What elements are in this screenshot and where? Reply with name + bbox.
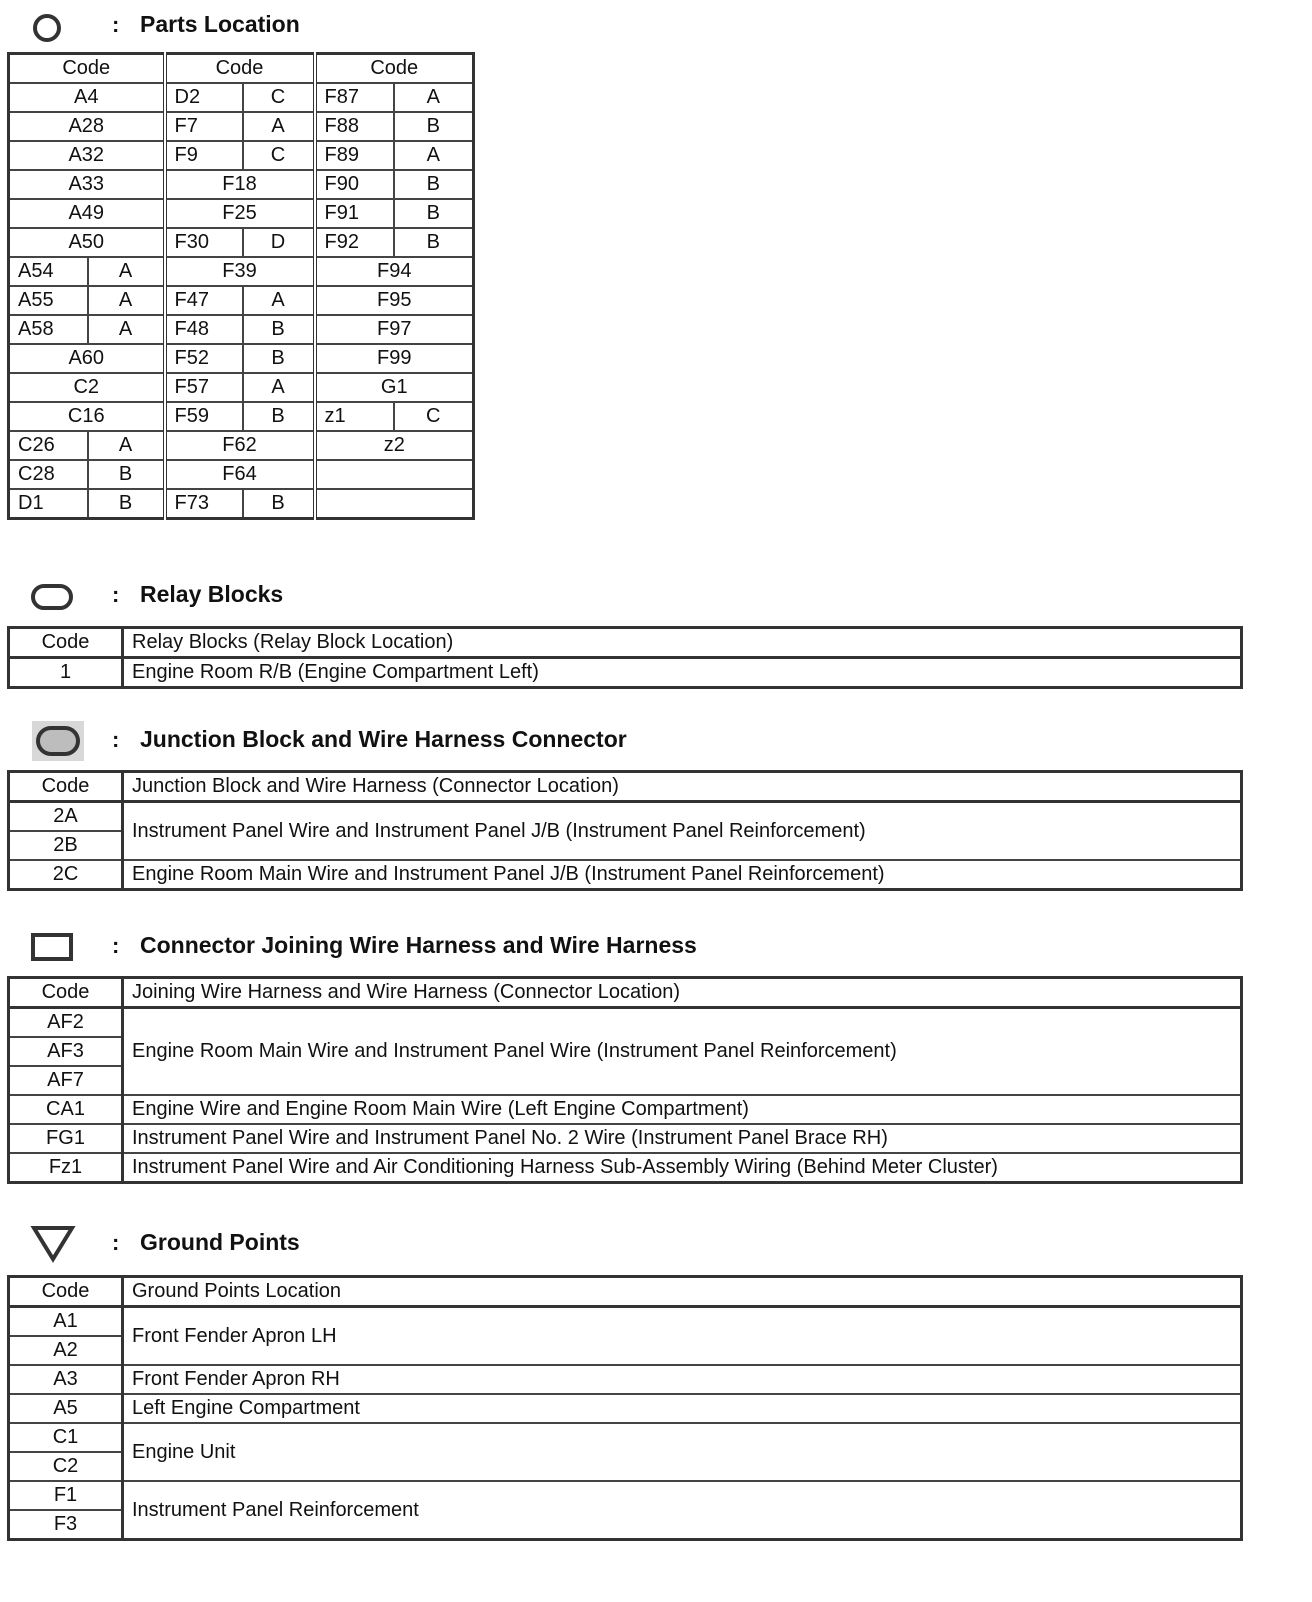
- location-letter-cell: B: [243, 315, 315, 344]
- part-code-cell: F99: [315, 344, 474, 373]
- part-code-cell: G1: [315, 373, 474, 402]
- part-code-cell: F30: [165, 228, 243, 257]
- table-row: [9, 1365, 1242, 1394]
- part-code-cell: A32: [9, 141, 165, 170]
- ground-points-colon: :: [112, 1230, 120, 1255]
- relay-blocks-colon: :: [112, 582, 120, 607]
- table-row: [9, 1307, 1242, 1337]
- parts-location-table: [7, 52, 475, 520]
- location-description-cell: Instrument Panel Wire and Instrument Panel No. 2 Wire (Instrument Panel Brace RH): [123, 1124, 1242, 1153]
- part-code-cell: A60: [9, 344, 165, 373]
- location-letter-cell: A: [88, 257, 165, 286]
- location-description-cell: Engine Room Main Wire and Instrument Panel J/B (Instrument Panel Reinforcement): [123, 860, 1242, 890]
- location-letter-cell: C: [243, 141, 315, 170]
- junction-block-title: Junction Block and Wire Harness Connector: [140, 726, 627, 752]
- part-code-cell: F57: [165, 373, 243, 402]
- part-code-cell: F88: [315, 112, 394, 141]
- code-cell: AF3: [9, 1037, 123, 1066]
- code-cell: A3: [9, 1365, 123, 1394]
- location-description-cell: Left Engine Compartment: [123, 1394, 1242, 1423]
- location-letter-cell: A: [88, 315, 165, 344]
- location-letter-cell: C: [394, 402, 474, 431]
- code-cell: F1: [9, 1481, 123, 1510]
- table-row: [9, 1008, 1242, 1038]
- table-header-row: [9, 628, 1242, 658]
- table-header-row: [9, 772, 1242, 802]
- code-cell: 2C: [9, 860, 123, 890]
- table-row: [9, 489, 474, 519]
- table-row: [9, 860, 1242, 890]
- location-description-cell: Engine Unit: [123, 1423, 1242, 1481]
- code-column-header: Code: [9, 978, 123, 1008]
- location-column-header: Relay Blocks (Relay Block Location): [123, 628, 1242, 658]
- table-row: [9, 1394, 1242, 1423]
- part-code-cell: F92: [315, 228, 394, 257]
- table-row: [9, 112, 474, 141]
- location-letter-cell: B: [394, 170, 474, 199]
- rectangle-symbol-icon: [30, 931, 74, 968]
- location-letter-cell: A: [88, 286, 165, 315]
- code-cell: Fz1: [9, 1153, 123, 1183]
- table-row: [9, 802, 1242, 832]
- part-code-cell: [315, 489, 474, 519]
- table-row: [9, 315, 474, 344]
- location-letter-cell: A: [243, 373, 315, 402]
- part-code-cell: F62: [165, 431, 315, 460]
- location-letter-cell: A: [243, 112, 315, 141]
- location-letter-cell: D: [243, 228, 315, 257]
- location-column-header: Joining Wire Harness and Wire Harness (Connector Location): [123, 978, 1242, 1008]
- part-code-cell: F95: [315, 286, 474, 315]
- parts-location-colon: :: [112, 12, 120, 37]
- location-letter-cell: A: [394, 83, 474, 112]
- location-description-cell: Engine Wire and Engine Room Main Wire (Left Engine Compartment): [123, 1095, 1242, 1124]
- part-code-cell: F59: [165, 402, 243, 431]
- ground-points-table: [7, 1275, 1243, 1541]
- code-column-header: Code: [9, 1277, 123, 1307]
- part-code-cell: A58: [9, 315, 88, 344]
- table-header-row: [9, 978, 1242, 1008]
- part-code-cell: C16: [9, 402, 165, 431]
- location-description-cell: Instrument Panel Wire and Air Conditioning Harness Sub-Assembly Wiring (Behind Meter Cluster): [123, 1153, 1242, 1183]
- part-code-cell: A28: [9, 112, 165, 141]
- code-cell: 2B: [9, 831, 123, 860]
- table-row: [9, 373, 474, 402]
- junction-block-colon: :: [112, 727, 120, 752]
- code-cell: F3: [9, 1510, 123, 1540]
- column-header: Code: [9, 54, 165, 84]
- table-row: [9, 199, 474, 228]
- part-code-cell: F87: [315, 83, 394, 112]
- location-letter-cell: A: [88, 431, 165, 460]
- part-code-cell: F47: [165, 286, 243, 315]
- part-code-cell: F73: [165, 489, 243, 519]
- table-row: [9, 1124, 1242, 1153]
- part-code-cell: C28: [9, 460, 88, 489]
- location-description-cell: Engine Room Main Wire and Instrument Panel Wire (Instrument Panel Reinforcement): [123, 1008, 1242, 1096]
- down-triangle-symbol-icon: [30, 1223, 76, 1268]
- relay-blocks-table: [7, 626, 1243, 689]
- connector-joining-title: Connector Joining Wire Harness and Wire Harness: [140, 932, 697, 958]
- location-description-cell: Front Fender Apron RH: [123, 1365, 1242, 1394]
- code-cell: A1: [9, 1307, 123, 1337]
- code-cell: A2: [9, 1336, 123, 1365]
- rounded-rect-symbol-icon: [30, 582, 74, 617]
- ground-points-title: Ground Points: [140, 1229, 300, 1255]
- table-header-row: [9, 1277, 1242, 1307]
- code-cell: CA1: [9, 1095, 123, 1124]
- location-column-header: Ground Points Location: [123, 1277, 1242, 1307]
- table-header-row: [9, 54, 474, 84]
- table-row: [9, 228, 474, 257]
- part-code-cell: [315, 460, 474, 489]
- part-code-cell: F7: [165, 112, 243, 141]
- part-code-cell: D2: [165, 83, 243, 112]
- part-code-cell: A49: [9, 199, 165, 228]
- code-cell: C1: [9, 1423, 123, 1452]
- table-row: [9, 658, 1242, 688]
- part-code-cell: z1: [315, 402, 394, 431]
- parts-location-title: Parts Location: [140, 11, 300, 37]
- part-code-cell: F94: [315, 257, 474, 286]
- code-cell: FG1: [9, 1124, 123, 1153]
- table-row: [9, 1153, 1242, 1183]
- part-code-cell: F64: [165, 460, 315, 489]
- part-code-cell: F25: [165, 199, 315, 228]
- column-header: Code: [315, 54, 474, 84]
- table-row: [9, 286, 474, 315]
- part-code-cell: F91: [315, 199, 394, 228]
- location-letter-cell: B: [243, 402, 315, 431]
- part-code-cell: F52: [165, 344, 243, 373]
- part-code-cell: A50: [9, 228, 165, 257]
- part-code-cell: A33: [9, 170, 165, 199]
- table-row: [9, 402, 474, 431]
- table-row: [9, 1423, 1242, 1452]
- location-description-cell: Front Fender Apron LH: [123, 1307, 1242, 1366]
- table-row: [9, 83, 474, 112]
- table-row: [9, 1095, 1242, 1124]
- location-letter-cell: A: [243, 286, 315, 315]
- table-row: [9, 431, 474, 460]
- connector-joining-table: [7, 976, 1243, 1184]
- part-code-cell: z2: [315, 431, 474, 460]
- shaded-rounded-rect-symbol-icon: [30, 719, 86, 768]
- table-row: [9, 1481, 1242, 1510]
- location-letter-cell: B: [394, 112, 474, 141]
- connector-joining-colon: :: [112, 933, 120, 958]
- relay-blocks-title: Relay Blocks: [140, 581, 284, 607]
- part-code-cell: C2: [9, 373, 165, 402]
- code-cell: 1: [9, 658, 123, 688]
- part-code-cell: F18: [165, 170, 315, 199]
- code-cell: AF2: [9, 1008, 123, 1038]
- circle-symbol-icon: [30, 11, 64, 50]
- table-row: [9, 460, 474, 489]
- part-code-cell: F90: [315, 170, 394, 199]
- location-letter-cell: B: [394, 199, 474, 228]
- location-letter-cell: B: [243, 489, 315, 519]
- code-cell: A5: [9, 1394, 123, 1423]
- location-column-header: Junction Block and Wire Harness (Connector Location): [123, 772, 1242, 802]
- part-code-cell: A54: [9, 257, 88, 286]
- column-header: Code: [165, 54, 315, 84]
- part-code-cell: A4: [9, 83, 165, 112]
- part-code-cell: F39: [165, 257, 315, 286]
- location-letter-cell: B: [88, 460, 165, 489]
- part-code-cell: F48: [165, 315, 243, 344]
- table-row: [9, 170, 474, 199]
- table-row: [9, 344, 474, 373]
- code-cell: 2A: [9, 802, 123, 832]
- part-code-cell: F9: [165, 141, 243, 170]
- code-cell: AF7: [9, 1066, 123, 1095]
- table-row: [9, 257, 474, 286]
- part-code-cell: C26: [9, 431, 88, 460]
- part-code-cell: A55: [9, 286, 88, 315]
- part-code-cell: F97: [315, 315, 474, 344]
- location-description-cell: Engine Room R/B (Engine Compartment Left): [123, 658, 1242, 688]
- junction-block-table: [7, 770, 1243, 891]
- location-letter-cell: C: [243, 83, 315, 112]
- location-letter-cell: B: [88, 489, 165, 519]
- location-letter-cell: B: [243, 344, 315, 373]
- part-code-cell: F89: [315, 141, 394, 170]
- part-code-cell: D1: [9, 489, 88, 519]
- location-description-cell: Instrument Panel Wire and Instrument Panel J/B (Instrument Panel Reinforcement): [123, 802, 1242, 861]
- location-letter-cell: A: [394, 141, 474, 170]
- code-column-header: Code: [9, 628, 123, 658]
- code-column-header: Code: [9, 772, 123, 802]
- table-row: [9, 141, 474, 170]
- location-letter-cell: B: [394, 228, 474, 257]
- location-description-cell: Instrument Panel Reinforcement: [123, 1481, 1242, 1540]
- code-cell: C2: [9, 1452, 123, 1481]
